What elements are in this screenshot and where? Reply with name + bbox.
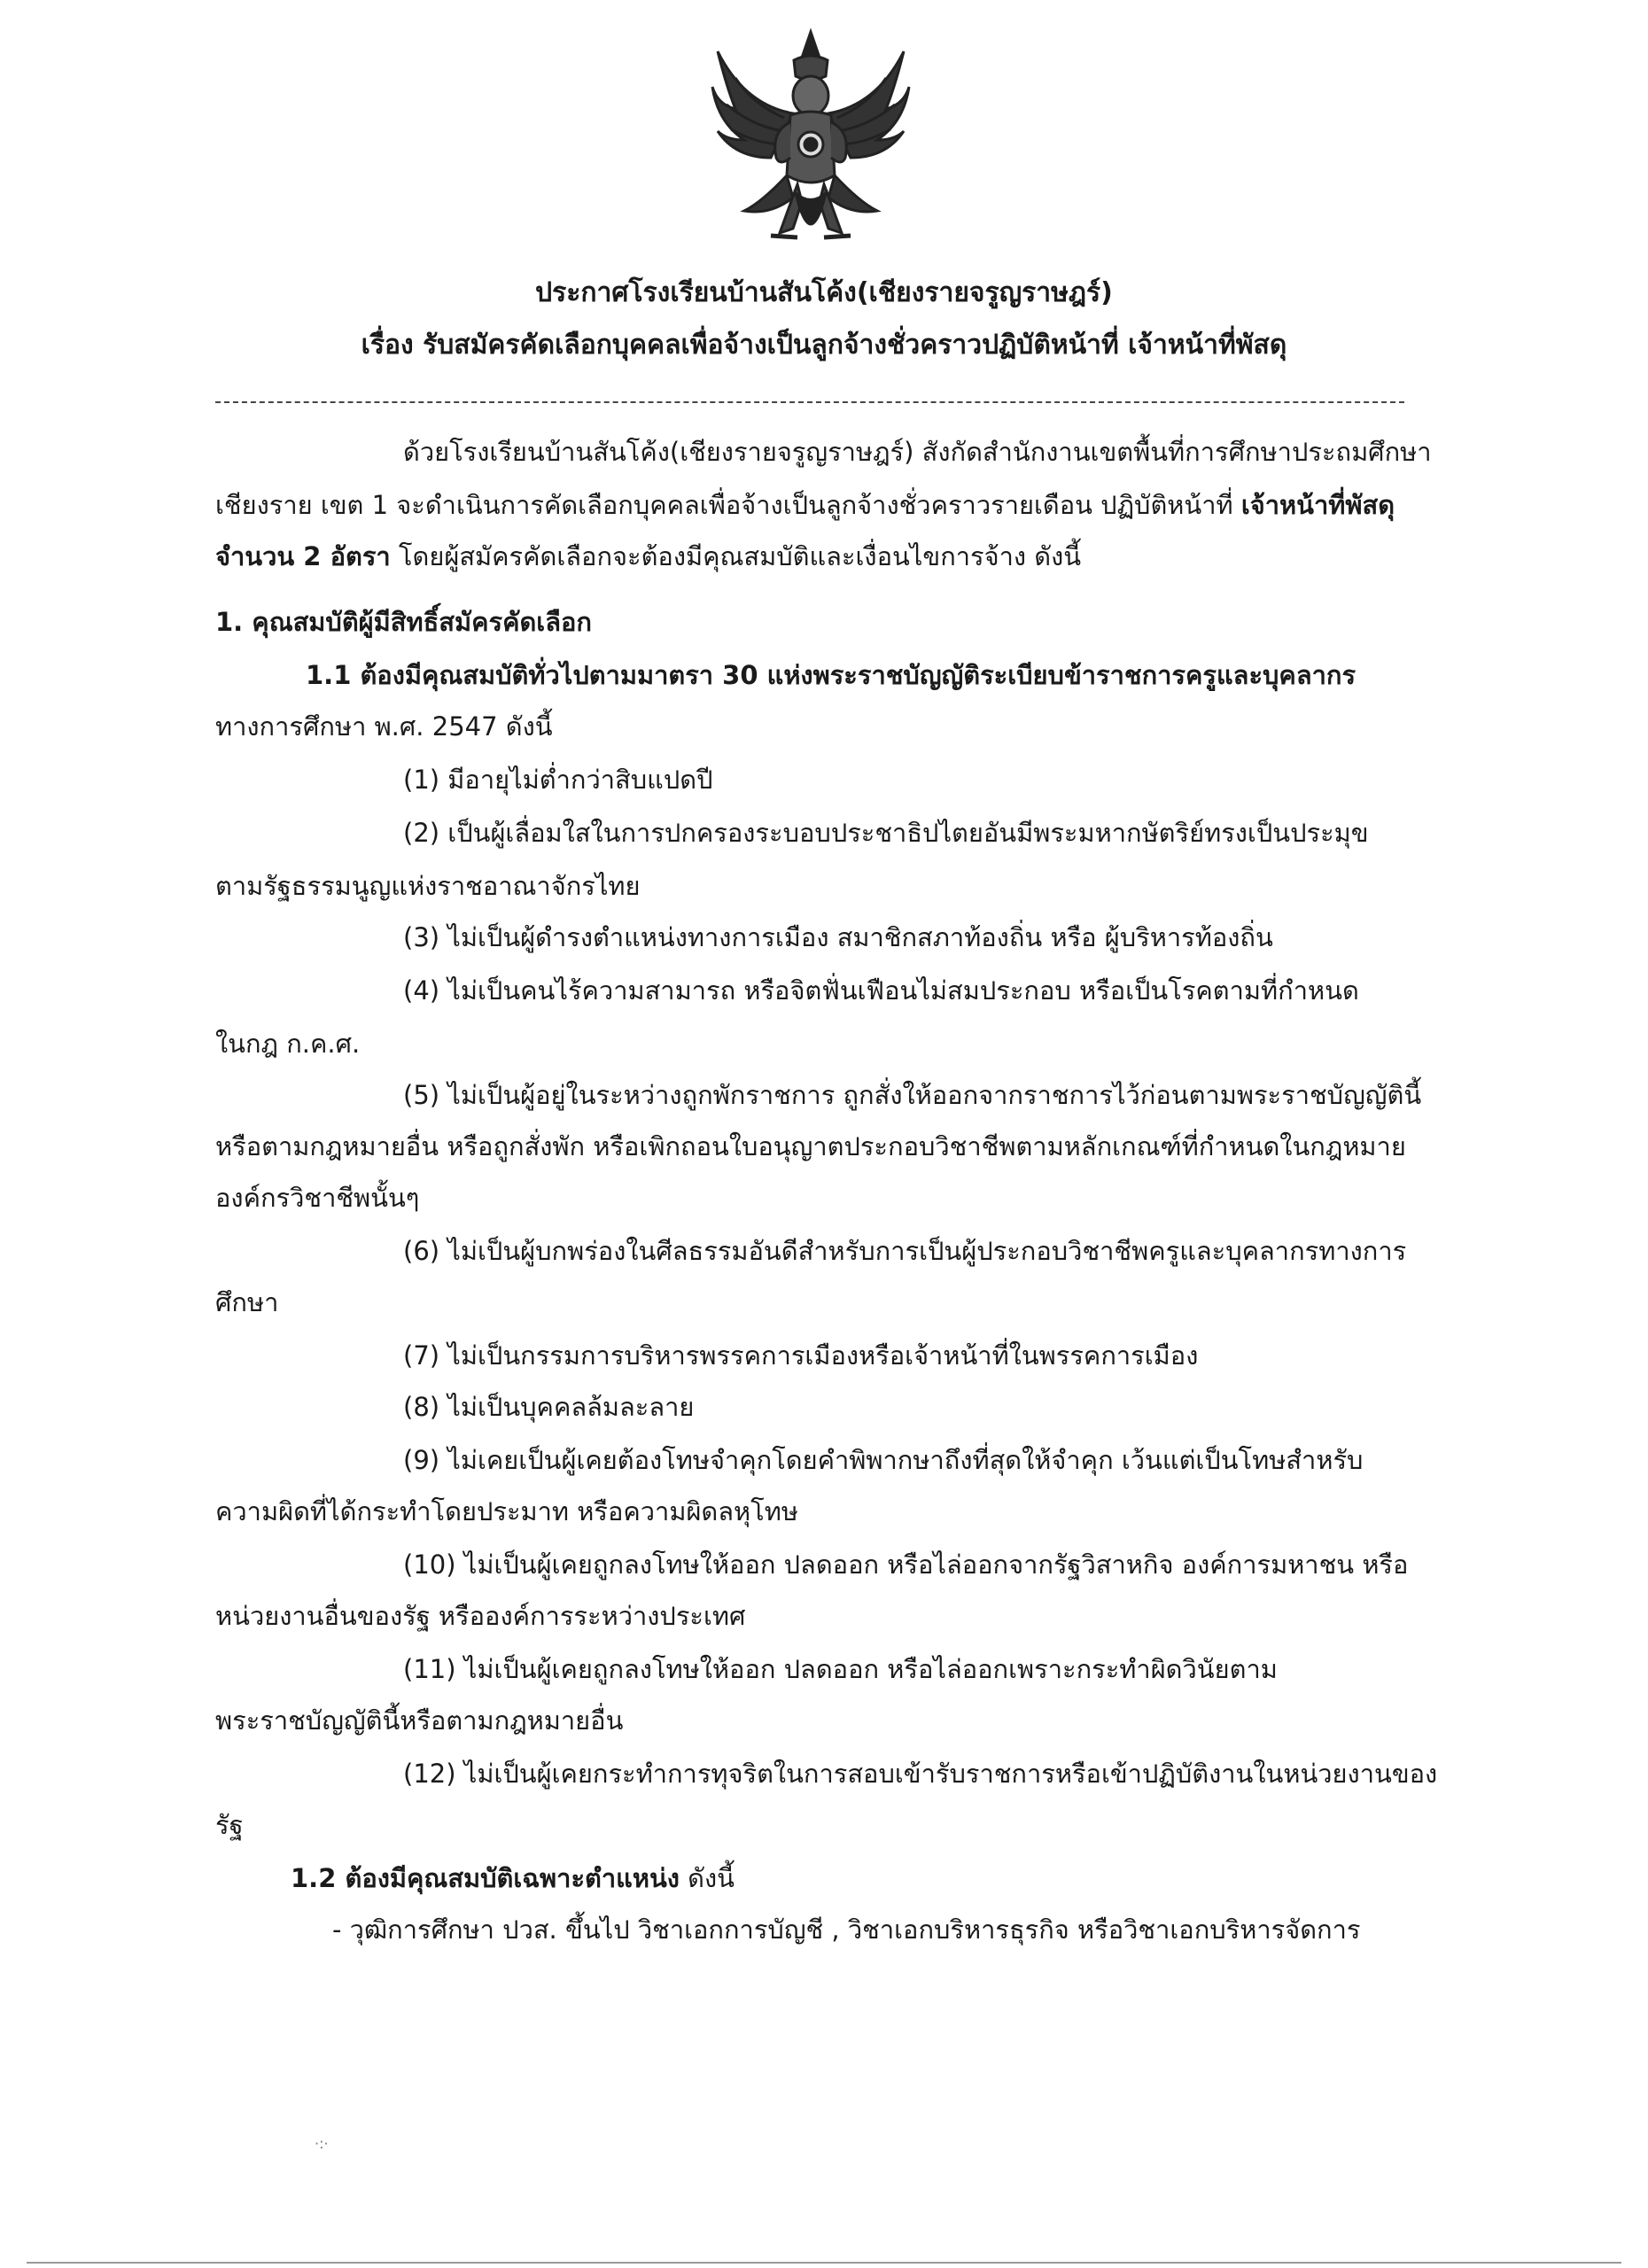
announcement-subject: เรื่อง รับสมัครคัดเลือกบุคคลเพื่อจ้างเป็นลูกจ้างชั่วคราวปฏิบัติหน้าที่ เจ้าหน้าที่พัสดุ xyxy=(361,330,1287,361)
title-divider xyxy=(215,401,1404,403)
qualification-item-cont: ความผิดที่ได้กระทำโดยประมาท หรือความผิดลหุโทษ xyxy=(215,1496,798,1526)
garuda-emblem-icon xyxy=(709,25,913,264)
qualification-item: (9) ไม่เคยเป็นผู้เคยต้องโทษจำคุกโดยคำพิพากษาถึงที่สุดให้จำคุก เว้นแต่เป็นโทษสำหรับ xyxy=(403,1445,1364,1475)
position-count: จำนวน 2 อัตรา xyxy=(215,541,391,571)
intro-text: เชียงราย เขต 1 จะดำเนินการคัดเลือกบุคคลเพื่อจ้างเป็นลูกจ้างชั่วคราวรายเดือน ปฏิบัติหน้าที่ xyxy=(215,490,1241,520)
qualification-item: (7) ไม่เป็นกรรมการบริหารพรรคการเมืองหรือเจ้าหน้าที่ในพรรคการเมือง xyxy=(403,1340,1199,1371)
intro-line-1: ด้วยโรงเรียนบ้านสันโค้ง(เชียงรายจรูญราษฎร์) สังกัดสำนักงานเขตพื้นที่การศึกษาประถมศึกษา xyxy=(403,437,1432,467)
qualification-item-cont: พระราชบัญญัตินี้หรือตามกฎหมายอื่น xyxy=(215,1705,624,1736)
qualification-item-cont: หน่วยงานอื่นของรัฐ หรือองค์การระหว่างประเทศ xyxy=(215,1601,746,1631)
qualification-item: (10) ไม่เป็นผู้เคยถูกลงโทษให้ออก ปลดออก หรือไล่ออกจากรัฐวิสาหกิจ องค์การมหาชน หรือ xyxy=(403,1550,1409,1580)
qualification-item: (4) ไม่เป็นคนไร้ความสามารถ หรือจิตฟั่นเฟือนไม่สมประกอบ หรือเป็นโรคตามที่กำหนด xyxy=(403,975,1359,1006)
section-title: ต้องมีคุณสมบัติเฉพาะตำแหน่ง xyxy=(345,1863,680,1893)
qualification-item: (1) มีอายุไม่ต่ำกว่าสิบแปดปี xyxy=(403,765,713,795)
qualification-item: (6) ไม่เป็นผู้บกพร่องในศีลธรรมอันดีสำหรับการเป็นผู้ประกอบวิชาชีพครูและบุคลากรทางการ xyxy=(403,1236,1407,1266)
section-1-heading: 1. คุณสมบัติผู้มีสิทธิ์สมัครคัดเลือก xyxy=(215,607,592,637)
qualification-item-cont: หรือตามกฎหมายอื่น หรือถูกสั่งพัก หรือเพิกถอนใบอนุญาตประกอบวิชาชีพตามหลักเกณฑ์ที่กำหนดในกฎหมาย xyxy=(215,1131,1406,1161)
section-1-1-heading: 1.1 ต้องมีคุณสมบัติทั่วไปตามมาตรา 30 แห่งพระราชบัญญัติระเบียบข้าราชการครูและบุคลากร xyxy=(306,660,1356,690)
qualification-item-cont: ศึกษา xyxy=(215,1287,279,1317)
intro-line-2 xyxy=(215,487,1395,523)
qualification-item: (8) ไม่เป็นบุคคลล้มละลาย xyxy=(403,1392,695,1422)
page-bottom-edge xyxy=(27,2262,1621,2264)
section-number: 1.2 xyxy=(291,1863,346,1893)
qualification-item-cont: ในกฎ ก.ค.ศ. xyxy=(215,1029,361,1059)
qualification-item-cont: องค์กรวิชาชีพนั้นๆ xyxy=(215,1183,420,1213)
announcement-title: ประกาศโรงเรียนบ้านสันโค้ง(เชียงรายจรูญราษฎร์) xyxy=(535,277,1113,308)
qualification-item-cont: ตามรัฐธรรมนูญแห่งราชอาณาจักรไทย xyxy=(215,871,641,901)
intro-text: โดยผู้สมัครคัดเลือกจะต้องมีคุณสมบัติและเงื่อนไขการจ้าง ดังนี้ xyxy=(390,541,1082,571)
scan-speck: ·:· xyxy=(315,2135,329,2152)
qualification-item: (11) ไม่เป็นผู้เคยถูกลงโทษให้ออก ปลดออก หรือไล่ออกเพราะกระทำผิดวินัยตาม xyxy=(403,1654,1278,1684)
section-1-2-heading xyxy=(291,1860,735,1896)
qualification-item: (12) ไม่เป็นผู้เคยกระทำการทุจริตในการสอบเข้ารับราชการหรือเข้าปฏิบัติงานในหน่วยงานของ xyxy=(403,1759,1438,1789)
qualification-item: (3) ไม่เป็นผู้ดำรงตำแหน่งทางการเมือง สมาชิกสภาท้องถิ่น หรือ ผู้บริหารท้องถิ่น xyxy=(403,922,1273,952)
qualification-item: (2) เป็นผู้เลื่อมใสในการปกครองระบอบประชาธิปไตยอันมีพระมหากษัตริย์ทรงเป็นประมุข xyxy=(403,818,1369,848)
section-1-1-continuation: ทางการศึกษา พ.ศ. 2547 ดังนี้ xyxy=(215,711,553,742)
intro-line-3 xyxy=(215,539,1081,574)
position-name: เจ้าหน้าที่พัสดุ xyxy=(1240,490,1395,520)
section-suffix: ดังนี้ xyxy=(679,1863,735,1893)
qualification-item-cont: รัฐ xyxy=(215,1810,244,1840)
qualification-item: (5) ไม่เป็นผู้อยู่ในระหว่างถูกพักราชการ ถูกสั่งให้ออกจากราชการไว้ก่อนตามพระราชบัญญัตินี้ xyxy=(403,1080,1422,1110)
education-requirement: - วุฒิการศึกษา ปวส. ขึ้นไป วิชาเอกการบัญชี , วิชาเอกบริหารธุรกิจ หรือวิชาเอกบริหารจัดการ xyxy=(332,1915,1361,1945)
